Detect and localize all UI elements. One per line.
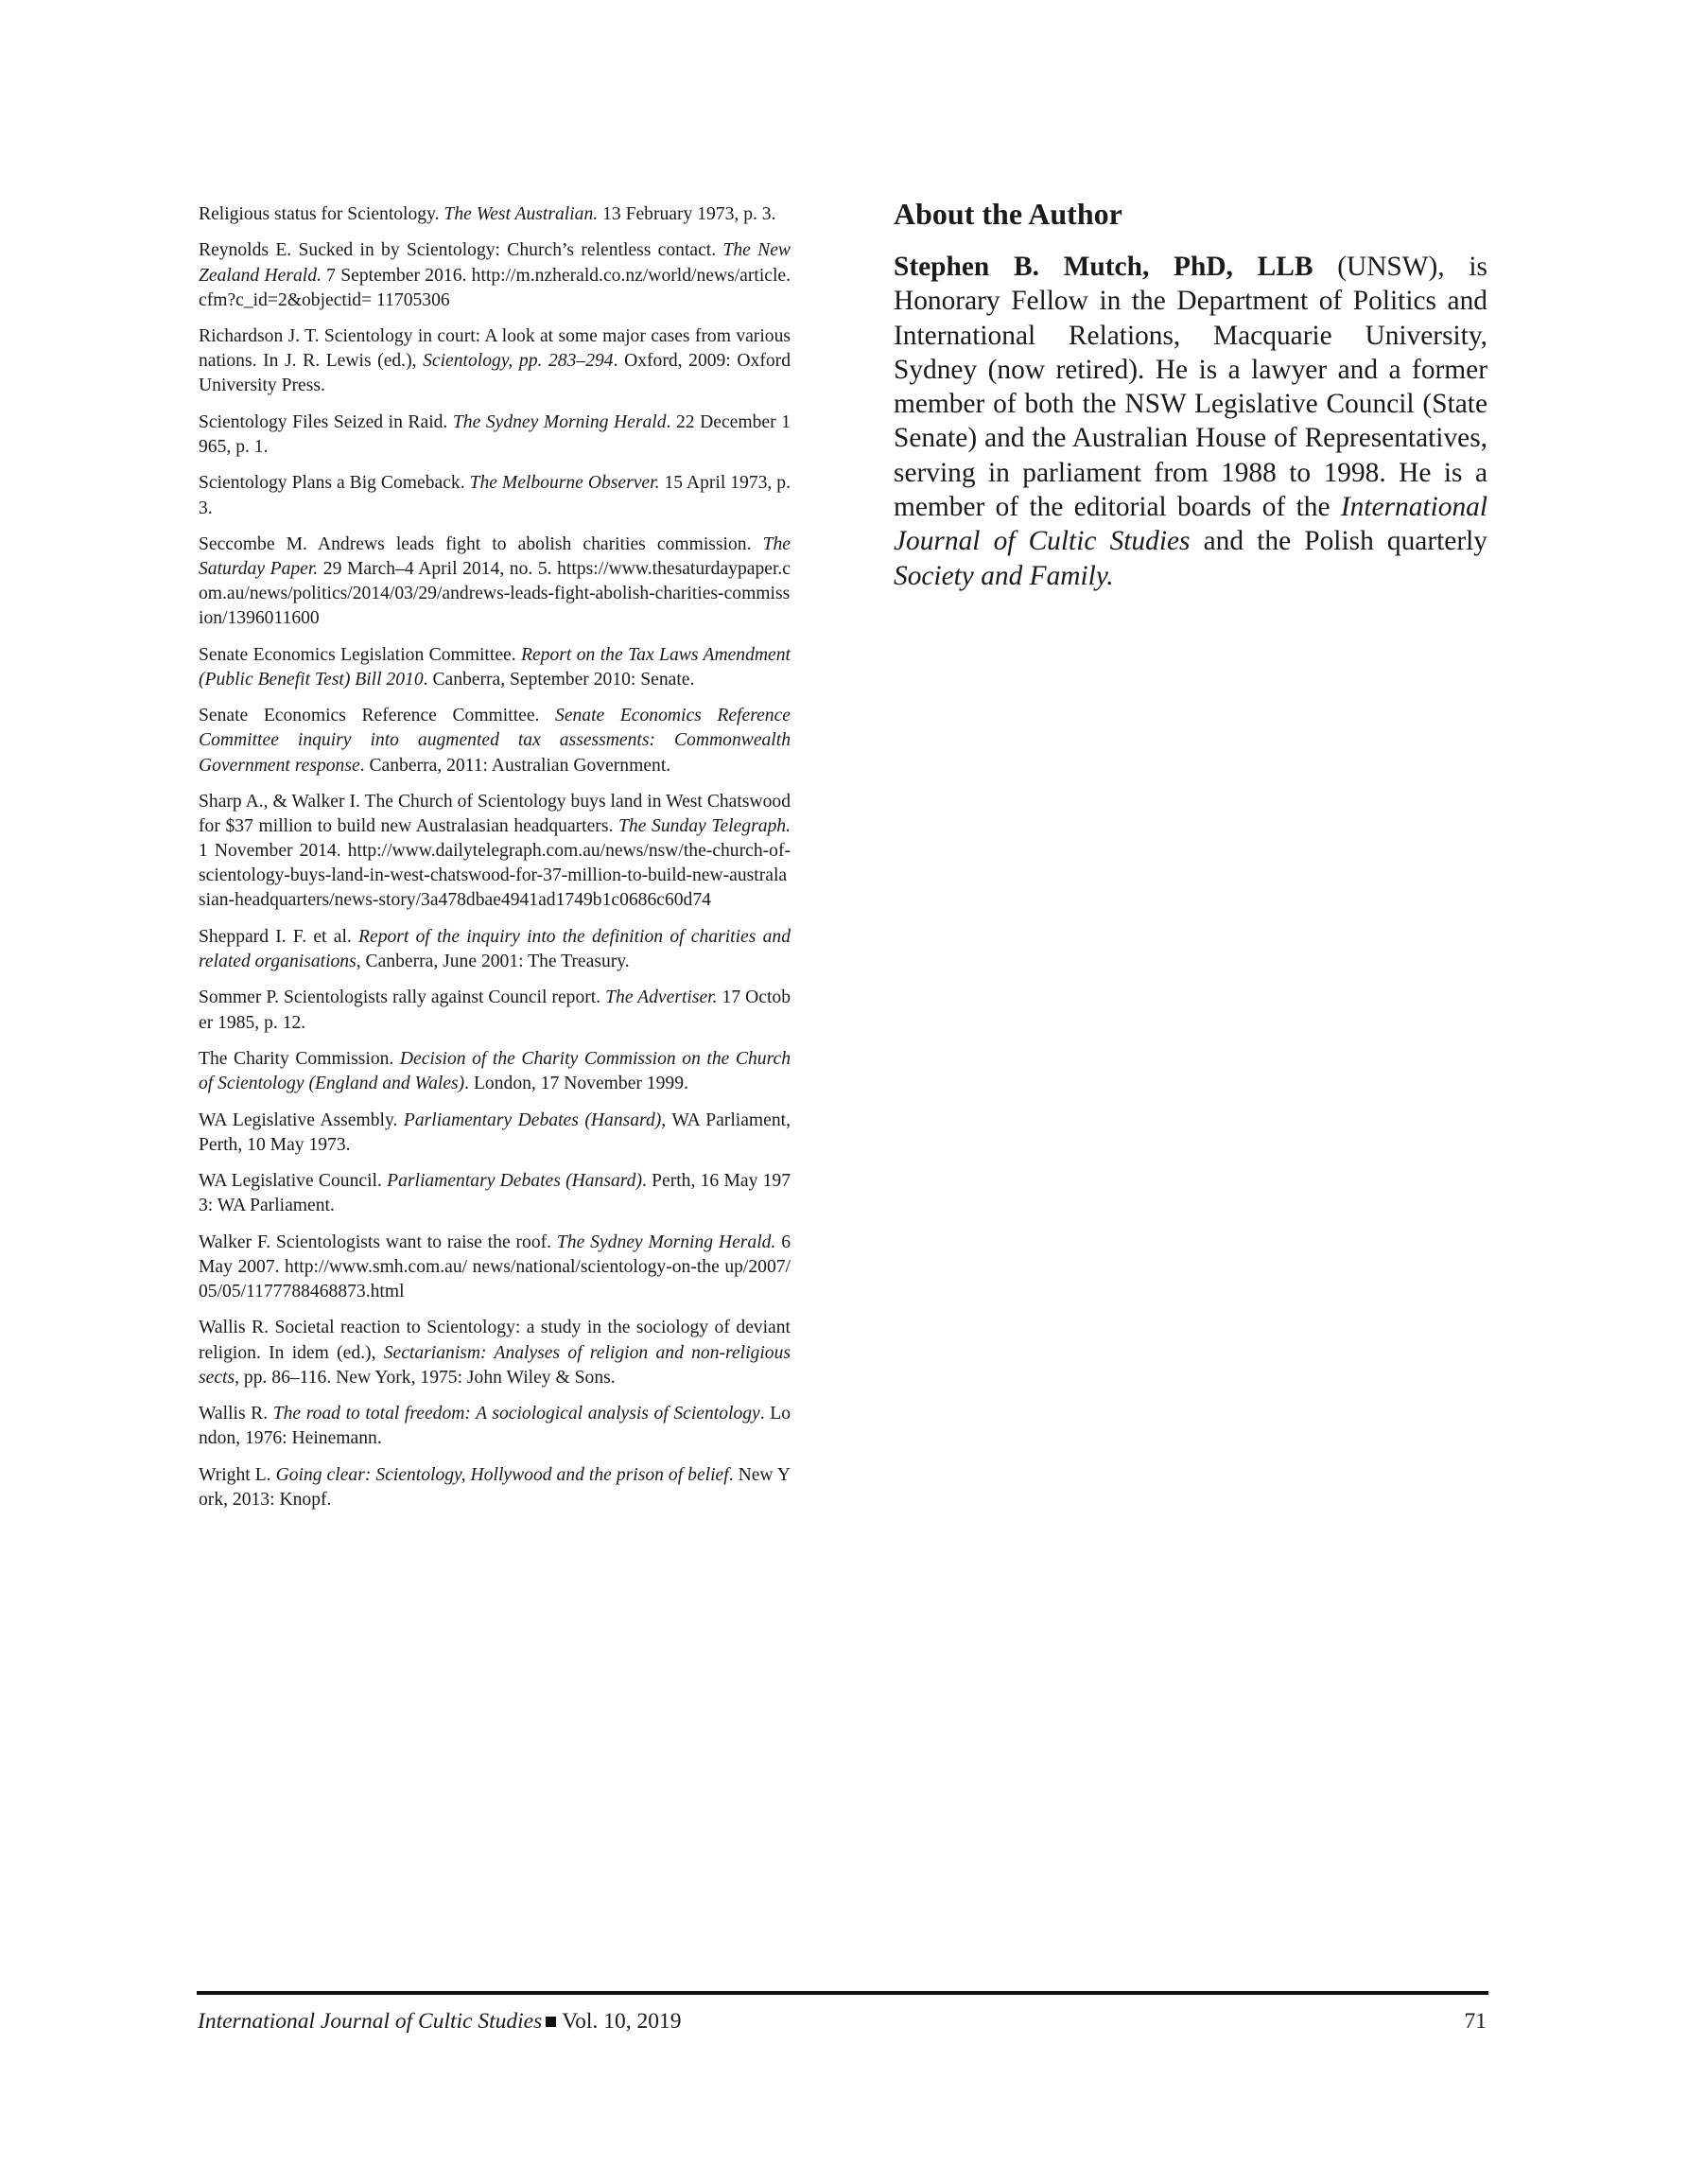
reference-details: . London, 17 November 1999. xyxy=(464,1074,688,1094)
reference-details: 13 February 1973, p. 3. xyxy=(598,204,776,224)
journal-title: International Journal of Cultic Studies xyxy=(894,492,1487,557)
reference-details: 7 September 2016. http://m.nzherald.co.nz/world/news/article.cfm?c_id=2&objectid= 11705306 xyxy=(199,265,791,310)
reference-entry xyxy=(199,324,791,398)
reference-details: . Perth, 16 May 1973: WA Parliament. xyxy=(199,1171,791,1216)
bio-text-1: (UNSW), is Honorary Fellow in the Department of Politics and International Relations, Macquarie University, Sydney (now retired). He is a lawyer and a former member of both the NSW Legislative Council (State Senate) and the Australian House of Representatives, serving in parliament from 1988 to 1998. He is a member of the editorial boards of the xyxy=(894,252,1487,523)
reference-entry xyxy=(199,238,791,312)
reference-entry xyxy=(199,1463,791,1512)
reference-title: Scientology, pp. 283–294 xyxy=(423,351,614,372)
reference-details: , pp. 86–116. New York, 1975: John Wiley & Sons. xyxy=(235,1367,616,1388)
reference-entry xyxy=(199,202,791,227)
reference-entry xyxy=(199,533,791,631)
reference-text: Walker F. Scientologists want to raise the roof. xyxy=(199,1232,557,1252)
reference-details: . New York, 2013: Knopf. xyxy=(199,1464,791,1510)
reference-details: . Canberra, 2011: Australian Government. xyxy=(359,755,671,776)
reference-title: Report of the inquiry into the definition of charities and related organisations xyxy=(199,926,791,971)
reference-details: . Oxford, 2009: Oxford University Press. xyxy=(199,351,791,396)
reference-details: 17 October 1985, p. 12. xyxy=(199,987,791,1033)
reference-details: 6 May 2007. http://www.smh.com.au/ news/national/scientology-on-the up/2007/05/05/1177788468873.html xyxy=(199,1232,791,1302)
reference-entry xyxy=(199,471,791,520)
reference-title: The road to total freedom: A sociological analysis of Scientology xyxy=(272,1404,760,1424)
reference-text: WA Legislative Assembly. xyxy=(199,1109,404,1130)
author-bio xyxy=(894,250,1487,593)
reference-details: , WA Parliament, Perth, 10 May 1973. xyxy=(199,1109,791,1155)
reference-text: The Charity Commission. xyxy=(199,1049,400,1070)
reference-title: The Sunday Telegraph. xyxy=(618,816,791,837)
reference-entry xyxy=(199,1316,791,1389)
reference-text: Wallis R. xyxy=(199,1404,273,1424)
reference-list xyxy=(199,202,791,1524)
reference-title: Decision of the Charity Commission on the Church of Scientology (England and Wales) xyxy=(199,1049,791,1094)
reference-entry xyxy=(199,1231,791,1304)
reference-text: Seccombe M. Andrews leads fight to abolish charities commission. xyxy=(199,533,763,554)
reference-details: 1 November 2014. http://www.dailytelegraph.com.au/news/nsw/the-church-of-scientology-buys-land-in-west-chatswood-for-37-million-to-build-new-australasian-headquarters/news-story/3a478dbae4941ad1749b1c0686c60d74 xyxy=(199,841,791,911)
reference-text: Richardson J. T. Scientology in court: A look at some major cases from various nations. In J. R. Lewis (ed.), xyxy=(199,326,791,372)
author-name: Stephen B. Mutch, PhD, LLB xyxy=(894,252,1313,282)
page-number: 71 xyxy=(1464,2009,1487,2034)
reference-title: The Melbourne Observer. xyxy=(469,473,660,494)
reference-details: . Canberra, September 2010: Senate. xyxy=(423,669,695,690)
reference-title: Senate Economics Reference Committee inquiry into augmented tax assessments: Commonwealth Government response xyxy=(199,706,791,776)
reference-text: Sheppard I. F. et al. xyxy=(199,926,359,947)
reference-entry xyxy=(199,1047,791,1096)
reference-title: The Sydney Morning Herald xyxy=(452,411,667,432)
reference-text: Senate Economics Legislation Committee. xyxy=(199,644,522,665)
reference-title: The New Zealand Herald. xyxy=(199,240,791,286)
reference-entry xyxy=(199,704,791,778)
reference-text: Sommer P. Scientologists rally against Council report. xyxy=(199,987,606,1008)
reference-entry xyxy=(199,1402,791,1451)
reference-title: The Advertiser. xyxy=(605,987,718,1008)
reference-text: WA Legislative Council. xyxy=(199,1171,388,1192)
reference-text: Reynolds E. Sucked in by Scientology: Church’s relentless contact. xyxy=(199,240,723,261)
reference-title: The Saturday Paper. xyxy=(199,533,791,580)
reference-entry xyxy=(199,925,791,974)
footer-journal-name: International Journal of Cultic Studies xyxy=(198,2009,543,2034)
reference-entry xyxy=(199,411,791,460)
reference-title: Parliamentary Debates (Hansard) xyxy=(387,1171,642,1192)
reference-title: Parliamentary Debates (Hansard) xyxy=(403,1109,662,1130)
reference-text: Religious status for Scientology. xyxy=(199,204,444,224)
reference-title: Going clear: Scientology, Hollywood and the prison of belief xyxy=(275,1464,729,1485)
reference-text: Scientology Files Seized in Raid. xyxy=(199,411,453,432)
bio-text-2: and the Polish quarterly xyxy=(1190,526,1488,557)
reference-entry xyxy=(199,643,791,692)
about-the-author xyxy=(894,195,1487,593)
footer-journal xyxy=(198,2007,681,2035)
reference-title: The Sydney Morning Herald. xyxy=(556,1232,776,1252)
reference-details: 29 March–4 April 2014, no. 5. https://www.thesaturdaypaper.com.au/news/politics/2014/03/29/andrews-leads-fight-abolish-charities-commission/1396011600 xyxy=(199,559,791,629)
reference-entry xyxy=(199,1109,791,1158)
reference-title: Report on the Tax Laws Amendment (Public Benefit Test) Bill 2010 xyxy=(199,644,791,690)
reference-text: Senate Economics Reference Committee. xyxy=(199,706,556,726)
reference-text: Sharp A., & Walker I. The Church of Scientology buys land in West Chatswood for $37 million to build new Australasian headquarters. xyxy=(199,792,791,837)
reference-text: Wallis R. Societal reaction to Scientology: a study in the sociology of deviant religion. In idem (ed.), xyxy=(199,1318,791,1363)
reference-text: Wright L. xyxy=(199,1464,276,1485)
footer-volume: Vol. 10, 2019 xyxy=(562,2009,682,2034)
reference-details: . 22 December 1965, p. 1. xyxy=(199,411,791,457)
footer-rule xyxy=(197,1991,1488,1995)
reference-details: , Canberra, June 2001: The Treasury. xyxy=(356,951,630,971)
reference-entry xyxy=(199,790,791,913)
section-heading: About the Author xyxy=(894,197,1122,231)
reference-details: 15 April 1973, p. 3. xyxy=(199,473,791,518)
reference-details: . London, 1976: Heinemann. xyxy=(199,1404,791,1449)
reference-text: Scientology Plans a Big Comeback. xyxy=(199,473,470,494)
reference-title: The West Australian. xyxy=(443,204,599,224)
square-bullet-icon xyxy=(546,2017,556,2027)
quarterly-title: Society and Family. xyxy=(894,560,1114,591)
reference-entry xyxy=(199,986,791,1035)
reference-title: Sectarianism: Analyses of religion and non-religious sects xyxy=(199,1342,791,1388)
reference-entry xyxy=(199,1169,791,1218)
